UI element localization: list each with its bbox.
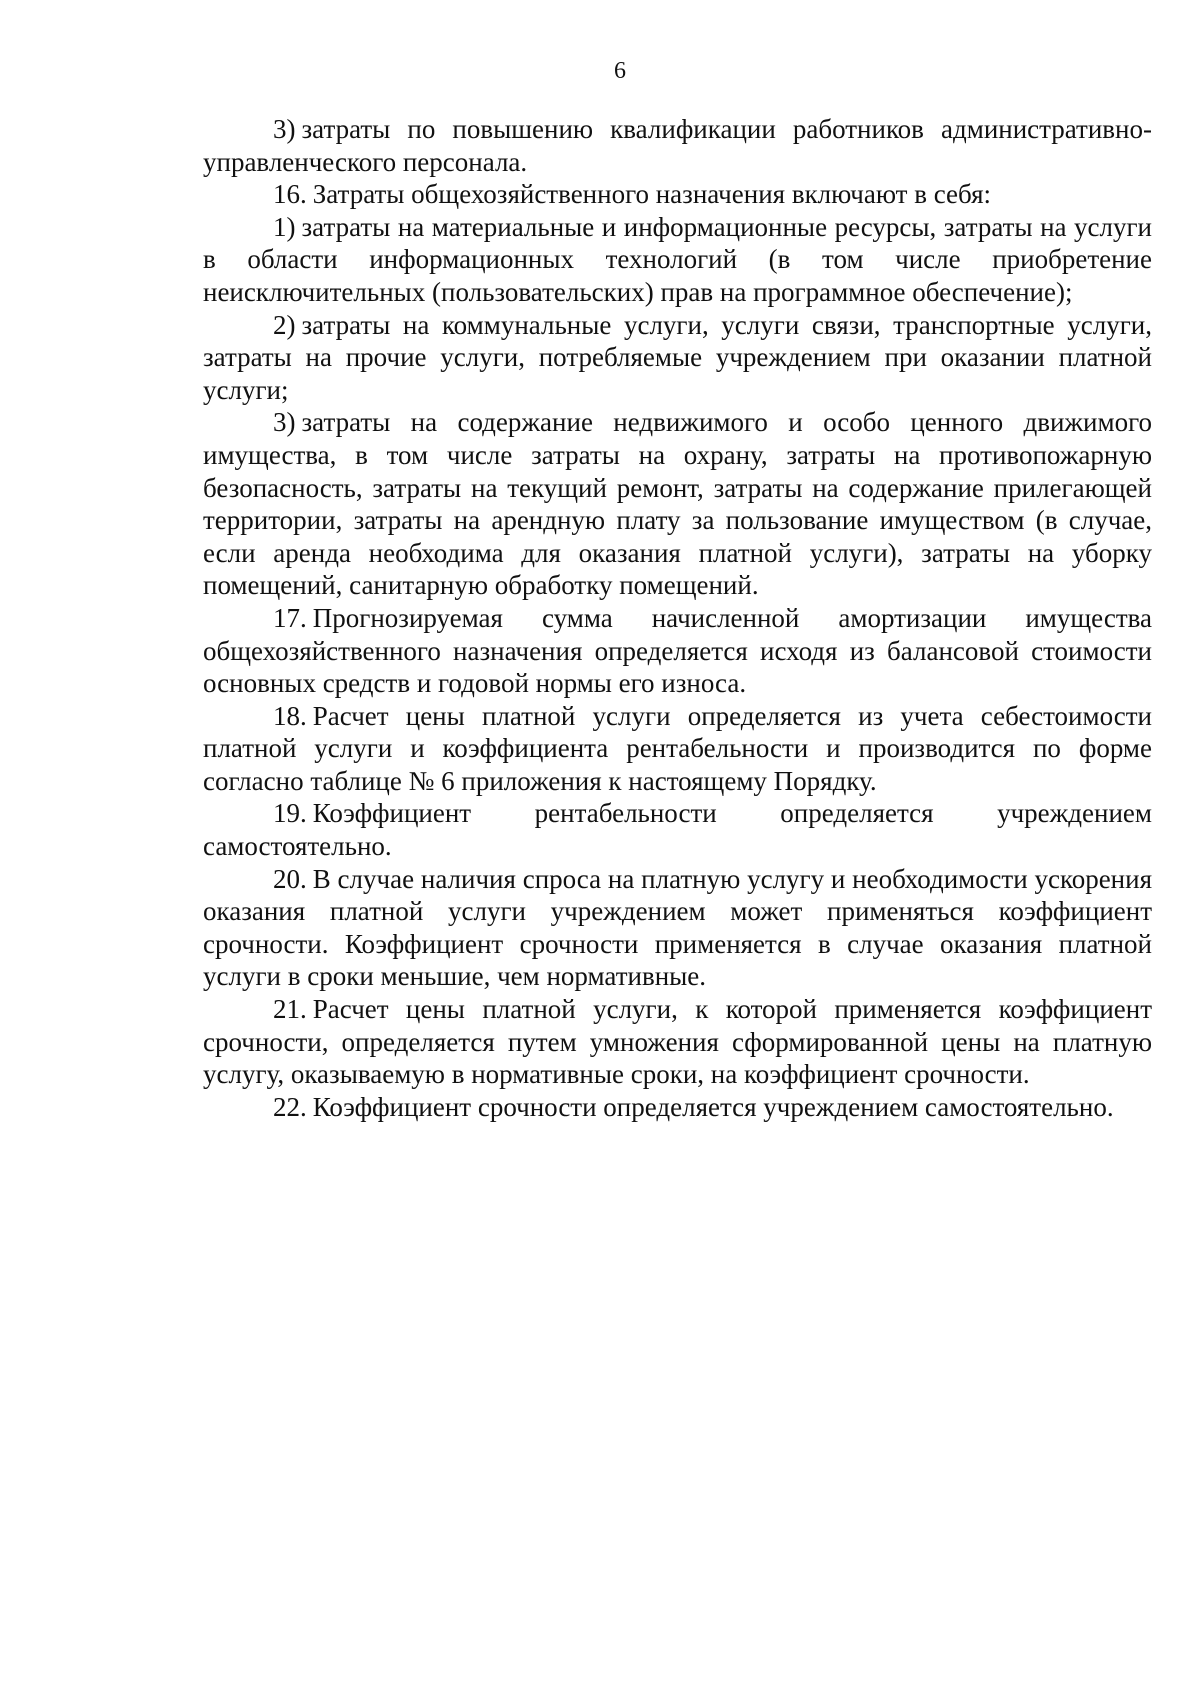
paragraph-22	[203, 1091, 1152, 1124]
paragraph-text: В случае наличия спроса на платную услугу и необходимости ускорения оказания платной услуги учреждением может применяться коэффициент срочности. Коэффициент срочности применяется в случае оказания платной услуги в сроки меньшие, чем нормативные.	[203, 863, 1152, 992]
paragraph-text: затраты на материальные и информационные ресурсы, затраты на услуги в области информационных технологий (в том числе приобретение неисключительных (пользовательских) прав на программное обеспечение);	[203, 211, 1152, 307]
item-number: 22.	[273, 1091, 307, 1122]
paragraph-16-3	[203, 406, 1152, 602]
paragraph-text: затраты по повышению квалификации работников административно-управленческого персонала.	[203, 114, 1152, 177]
paragraph-17	[203, 602, 1152, 700]
paragraph-text: Расчет цены платной услуги определяется из учета себестоимости платной услуги и коэффициента рентабельности и производится по форме согласно таблице № 6 приложения к настоящему Порядку.	[203, 700, 1152, 796]
item-number: 20.	[273, 863, 307, 894]
paragraph-text: Прогнозируемая сумма начисленной амортизации имущества общехозяйственного назначения определяется исходя из балансовой стоимости основных средств и годовой нормы его износа.	[203, 602, 1152, 699]
paragraph-16	[203, 178, 1152, 211]
page-number: 6	[614, 58, 626, 84]
document-body	[203, 113, 1152, 1123]
paragraph-text: затраты на содержание недвижимого и особо ценного движимого имущества, в том числе затраты на охрану, затраты на противопожарную безопасность, затраты на текущий ремонт, затраты на содержание прилегающей территории, затраты на арендную плату за пользование имуществом (в случае, если аренда необходима для оказания платной услуги), затраты на уборку помещений, санитарную обработку помещений.	[203, 407, 1152, 601]
item-number: 18.	[273, 700, 307, 731]
item-number: 16.	[273, 179, 307, 210]
paragraph-20	[203, 863, 1152, 993]
paragraph-16-1	[203, 211, 1152, 309]
paragraph-3-admin-training	[203, 113, 1152, 178]
item-number: 19.	[273, 798, 307, 829]
item-number: 1)	[273, 211, 296, 242]
paragraph-text: Коэффициент рентабельности определяется учреждением самостоятельно.	[203, 798, 1152, 862]
paragraph-21	[203, 993, 1152, 1091]
paragraph-text: Коэффициент срочности определяется учреждением самостоятельно.	[312, 1091, 1114, 1122]
paragraph-text: Затраты общехозяйственного назначения включают в себя:	[312, 179, 992, 210]
item-number: 3)	[273, 407, 296, 438]
paragraph-text: Расчет цены платной услуги, к которой применяется коэффициент срочности, определяется путем умножения сформированной цены на платную услугу, оказываемую в нормативные сроки, на коэффициент срочности.	[203, 994, 1152, 1090]
item-number: 21.	[273, 994, 307, 1025]
paragraph-19	[203, 797, 1152, 862]
item-number: 2)	[273, 309, 296, 340]
paragraph-text: затраты на коммунальные услуги, услуги связи, транспортные услуги, затраты на прочие услуги, потребляемые учреждением при оказании платной услуги;	[203, 309, 1152, 405]
item-number: 3)	[273, 114, 296, 144]
item-number: 17.	[273, 602, 307, 633]
paragraph-16-2	[203, 309, 1152, 407]
paragraph-18	[203, 700, 1152, 798]
